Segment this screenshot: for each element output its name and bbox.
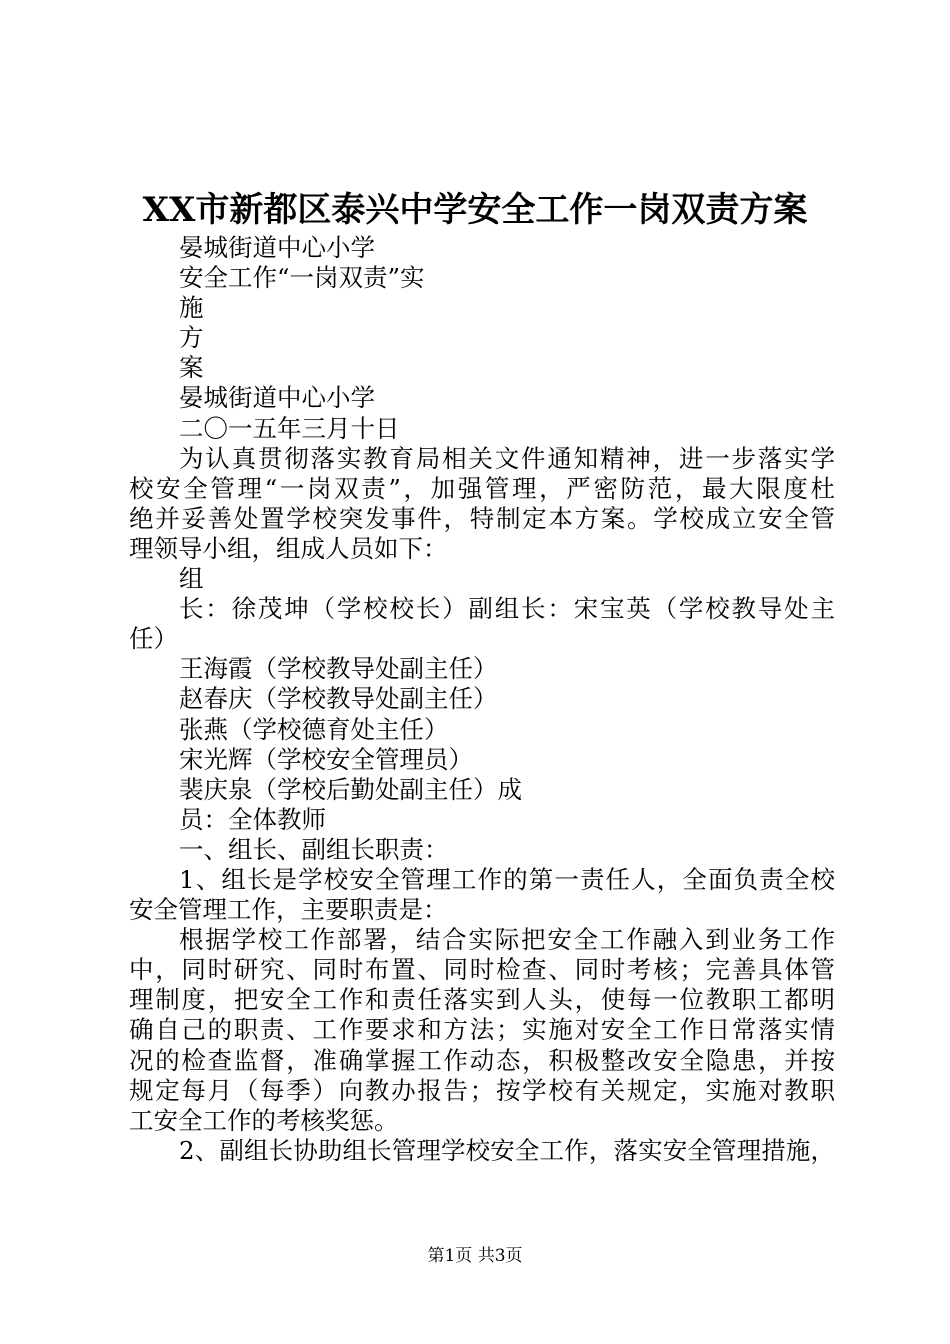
- text-line: 安全工作“一岗双责”实: [179, 263, 425, 293]
- text-line: 一、组长、副组长职责：: [179, 834, 449, 864]
- text-line: 组: [179, 564, 204, 594]
- text-line: 工安全工作的考核奖惩。: [129, 1105, 399, 1135]
- text-line: 2、副组长协助组长管理学校安全工作，落实安全管理措施，: [179, 1135, 835, 1165]
- text-line: 方: [179, 323, 204, 353]
- text-line: 赵春庆（学校教导处副主任）: [179, 684, 498, 714]
- text-line: 案: [179, 353, 204, 383]
- text-line: 员：全体教师: [179, 804, 326, 834]
- text-line: 晏城街道中心小学: [179, 233, 375, 262]
- text-line: 晏城街道中心小学: [179, 383, 375, 413]
- text-line: 规定每月（每季）向教办报告；按学校有关规定，实施对教职: [129, 1075, 835, 1105]
- text-line: 王海霞（学校教导处副主任）: [179, 654, 498, 684]
- text-line: 二〇一五年三月十日: [179, 413, 400, 443]
- text-line: 理制度，把安全工作和责任落实到人头，使每一位教职工都明: [129, 985, 835, 1015]
- text-line: 宋光辉（学校安全管理员）: [179, 744, 473, 774]
- text-line: 安全管理工作，主要职责是：: [129, 895, 448, 925]
- text-line: 确自己的职责、工作要求和方法；实施对安全工作日常落实情: [129, 1015, 835, 1045]
- text-line: 施: [179, 293, 204, 323]
- document-body: [129, 233, 835, 1166]
- text-line: 绝并妥善处置学校突发事件，特制定本方案。学校成立安全管: [129, 503, 835, 533]
- text-line: 1、组长是学校安全管理工作的第一责任人，全面负责全校: [179, 864, 835, 894]
- text-line: 理领导小组，组成人员如下：: [129, 533, 448, 563]
- text-line: 根据学校工作部署，结合实际把安全工作融入到业务工作: [179, 925, 835, 955]
- text-line: 张燕（学校德育处主任）: [179, 714, 449, 744]
- text-line: 况的检查监督，准确掌握工作动态，积极整改安全隐患，并按: [129, 1045, 835, 1075]
- text-line: 长：徐茂坤（学校校长）副组长：宋宝英（学校教导处主: [179, 594, 835, 624]
- text-line: 任）: [129, 624, 178, 654]
- text-line: 为认真贯彻落实教育局相关文件通知精神，进一步落实学: [179, 443, 835, 473]
- text-line: 中，同时研究、同时布置、同时检查、同时考核；完善具体管: [129, 955, 835, 985]
- text-line: 校安全管理“一岗双责”，加强管理，严密防范，最大限度杜: [129, 473, 835, 503]
- page-footer: 第1页 共3页: [427, 1246, 523, 1266]
- text-line: 裴庆泉（学校后勤处副主任）成: [179, 774, 522, 804]
- document-title: XX市新都区泰兴中学安全工作一岗双责方案: [142, 190, 808, 230]
